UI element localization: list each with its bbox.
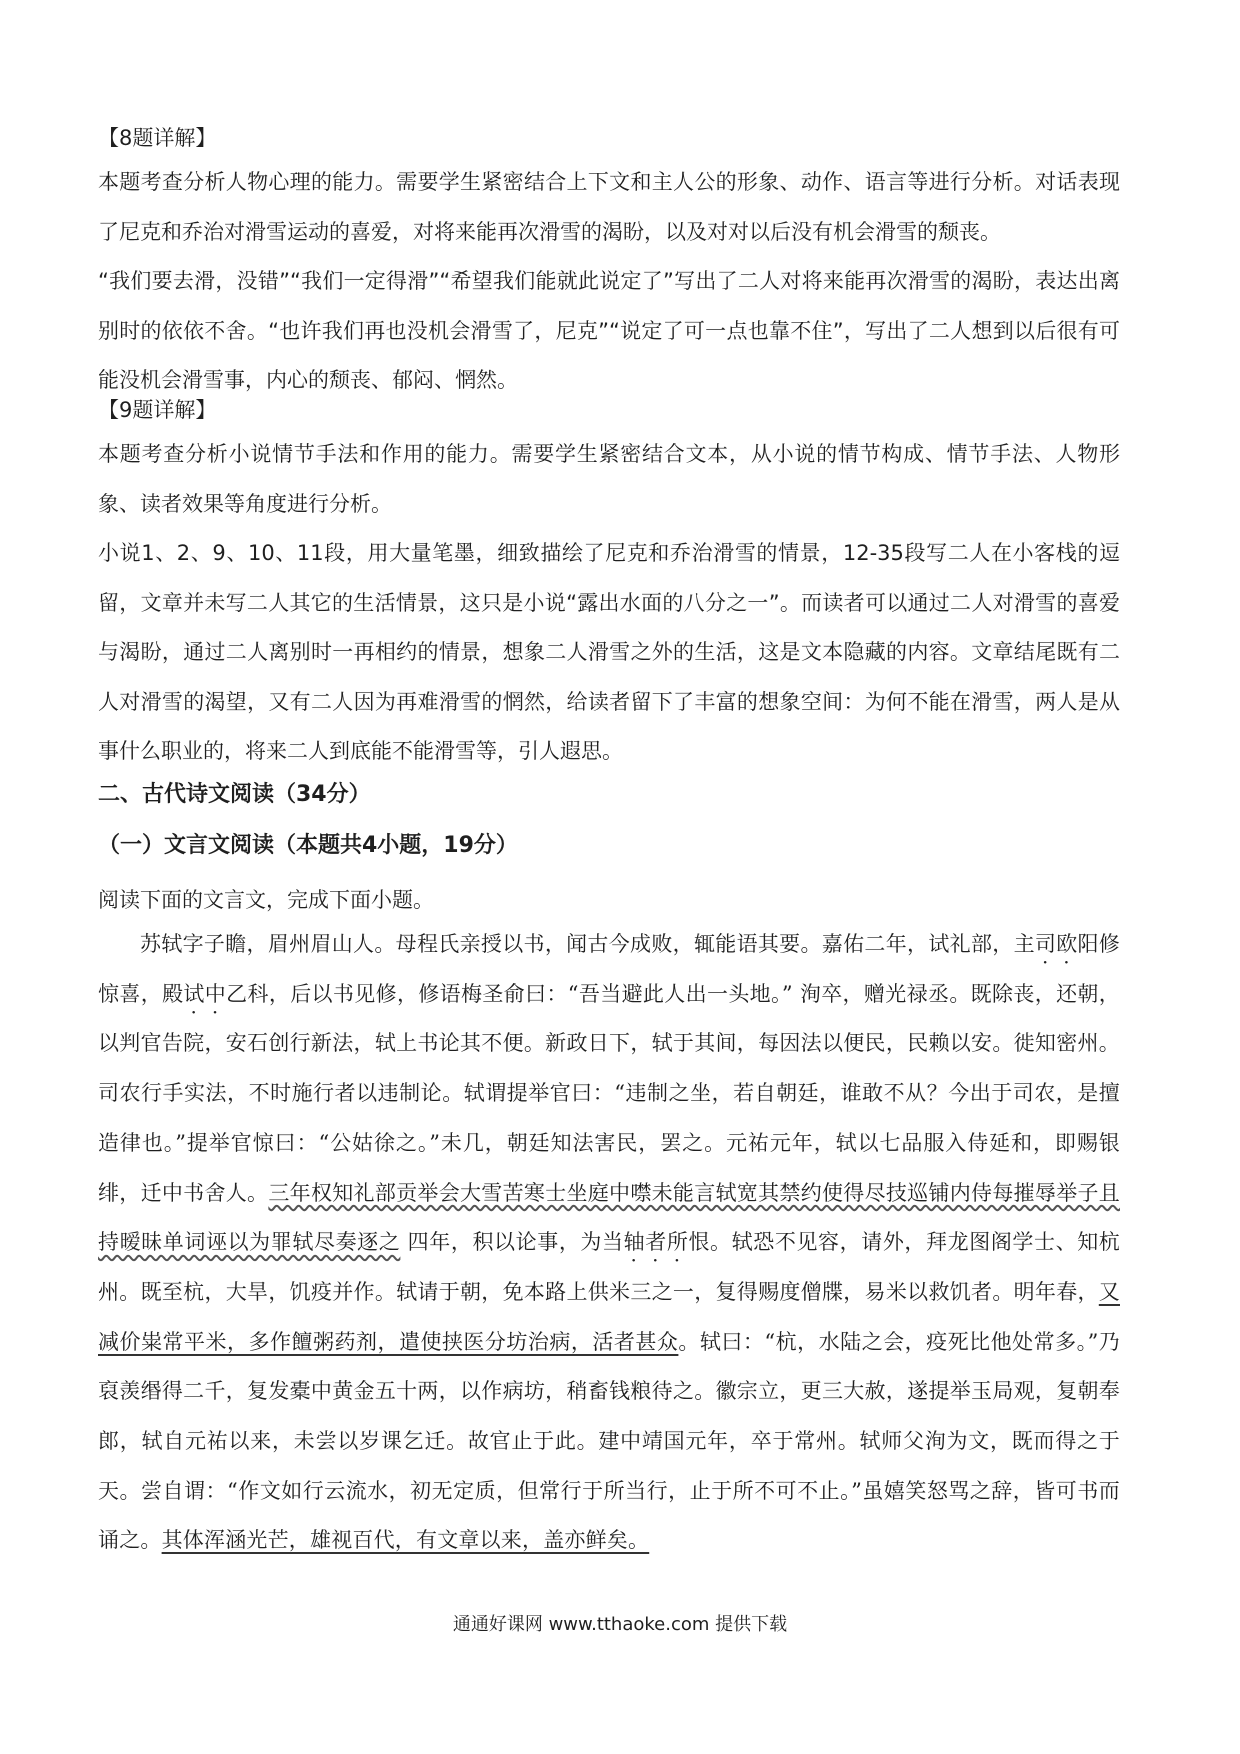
subsection-1-title: （一）文言文阅读（本题共4小题，19分） [98, 833, 518, 858]
underlined-sentence: 其体浑涵光芒，雄视百代，有文章以来，盖亦鲜矣。 [161, 1528, 650, 1553]
dotted-char: 司 [1034, 932, 1057, 956]
q9-section [98, 390, 1120, 777]
section-2-header [98, 775, 1120, 815]
passage-segment: 四年，积以论事，为 [400, 1230, 603, 1255]
passage-segment: 。轼曰：“杭，水陆之会，疫死比他处常多。”乃裒羡缗得二千，复发橐中黄金五十两，以作病坊，稍畜钱粮待之。徽宗立，更三大赦，遂提举玉局观，复朝奉郎，轼自元祐以来，未尝以岁课乞迁。故官止于此。建中靖国元年，卒于常州。轼师父洵为文，既而得之于天。尝自谓：“作文如行云流水，初无定质，但常行于所当行，止于所不可不止。”虽嬉笑怒骂之辞，皆可书而诵之。 [98, 1329, 1120, 1553]
q9-paragraph-1: 本题考查分析小说情节手法和作用的能力。需要学生紧密结合文本，从小说的情节构成、情节手法、人物形象、读者效果等角度进行分析。 [98, 442, 1120, 516]
q8-paragraph-1: 本题考查分析人物心理的能力。需要学生紧密结合上下文和主人公的形象、动作、语言等进行分析。对话表现了尼克和乔治对滑雪运动的喜爱，对将来能再次滑雪的渴盼，以及对对以后没有机会滑雪的颓丧。 [98, 170, 1120, 244]
instruction-block [98, 880, 1120, 920]
dotted-char: 者 [645, 1230, 667, 1255]
q8-section [98, 118, 1120, 406]
dotted-char: 主 [1013, 932, 1035, 956]
underlined-sentence: 又减价粜常平米，多作饘粥药剂，遣使挟医分坊治病，活者甚众 [98, 1279, 1120, 1354]
wavy-underlined-sentence: 三年权知礼部贡举会大雪苦寒士坐庭中噤未能言轼宽其禁约使得尽技巡铺内侍每摧辱举子且持暧昧单词诬以为罪轼尽奏逐之 [98, 1180, 1120, 1255]
passage-segment: 欧阳修惊喜， [98, 932, 1120, 1006]
classical-text [98, 920, 1120, 1566]
passage-segment: 中乙科，后以书见修，修语梅圣俞曰：“吾当避此人出一头地。” 洵卒，赠光禄丞。既除丧，还朝，以判官告院，安石创行新法，轼上书论其不便。新政日下，轼于其间，每因法以便民，民赖以安。徙知密州。司农行手实法，不时施行者以违制论。轼谓提举官曰：“违制之坐，若自朝廷，谁敢不从？今出于司农，是擅造律也。”提举官惊曰：“公姑徐之。”未几，朝廷知法害民，罢之。元祐元年，轼以七品服入侍延和，即赐银绯，迁中书舍人。 [98, 981, 1120, 1205]
passage-segment: 所恨。轼恐不见容，请外，拜龙图阁学士、知杭州。既至杭，大旱，饥疫并作。轼请于朝，免本路上供米三之一，复得赐度僧牒，易米以救饥者。明年春， [98, 1230, 1121, 1304]
q9-paragraph-2: 小说1、2、9、10、11段，用大量笔墨，细致描绘了尼克和乔治滑雪的情景，12-35段写二人在小客栈的逗留，文章并未写二人其它的生活情景，这只是小说“露出水面的八分之一”。而读者可以通过二人对滑雪的喜爱与渴盼，通过二人离别时一再相约的情景，想象二人滑雪之外的生活，这是文本隐藏的内容。文章结尾既有二人对滑雪的渴望，又有二人因为再难滑雪的惘然，给读者留下了丰富的想象空间：为何不能在滑雪，两人是从事什么职业的，将来二人到底能不能滑雪等，引人遐思。 [98, 541, 1120, 763]
passage-segment: 苏轼字子瞻，眉州眉山人。母程氏亲授以书，闻古今成败，辄能语其要。嘉佑二年，试礼部， [140, 932, 1014, 956]
subsection-1-header [98, 826, 1120, 866]
dotted-char: 殿 [162, 981, 184, 1006]
q8-paragraph-2: “我们要去滑，没错”“我们一定得滑”“希望我们能就此说定了”写出了二人对将来能再次滑雪的渴盼，表达出离别时的依依不舍。“也许我们再也没机会滑雪了，尼克”“说定了可一点也靠不住”，写出了二人想到以后很有可能没机会滑雪事，内心的颓丧、郁闷、惘然。 [98, 269, 1120, 392]
page-footer: 通通好课网 www.tthaoke.com 提供下载 [452, 1614, 788, 1635]
reading-instruction: 阅读下面的文言文，完成下面小题。 [98, 888, 434, 912]
dotted-char: 轴 [623, 1230, 646, 1255]
dotted-char: 当 [602, 1230, 624, 1255]
q9-heading: 【9题详解】 [98, 398, 217, 422]
classical-passage [98, 920, 1120, 1566]
dotted-char: 试 [183, 981, 205, 1006]
section-2-title: 二、古代诗文阅读（34分） [98, 782, 371, 807]
q8-heading: 【8题详解】 [98, 126, 217, 150]
